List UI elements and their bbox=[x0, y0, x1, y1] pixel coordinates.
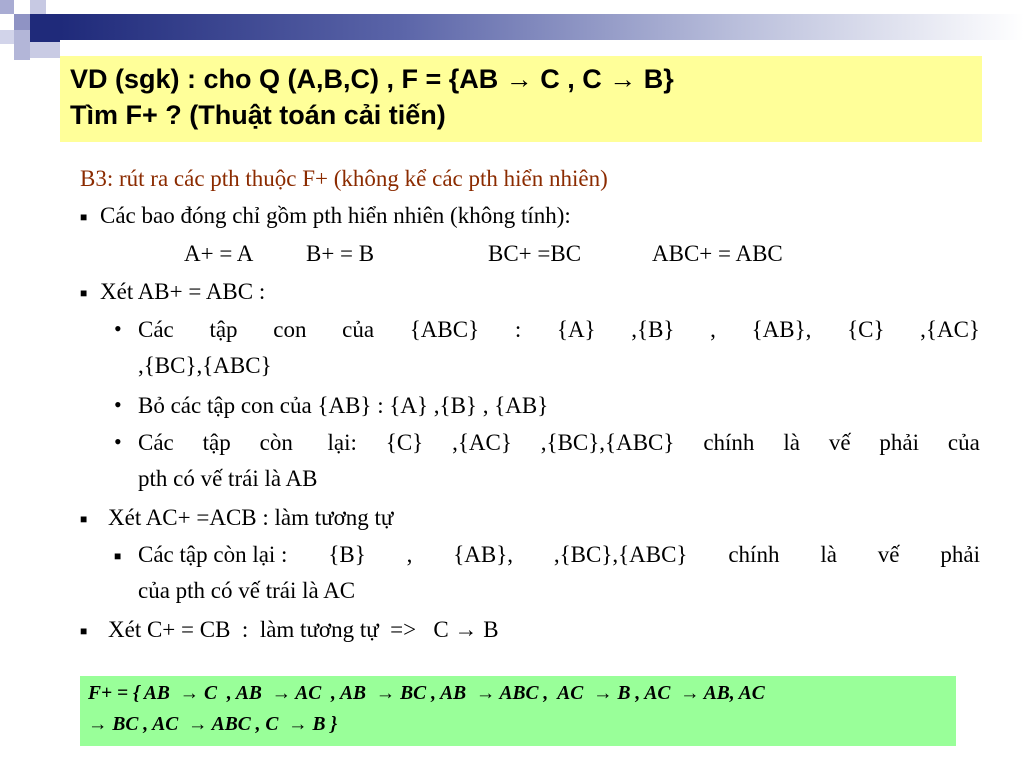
remaining-ab-line-2: pth có vế trái là AB bbox=[138, 466, 318, 491]
word: con bbox=[273, 317, 307, 342]
word: {B} bbox=[328, 542, 366, 567]
word: của bbox=[342, 317, 375, 342]
step-heading: B3: rút ra các pth thuộc F+ (không kể các pth hiển nhiên) bbox=[80, 166, 608, 191]
word: {C} bbox=[847, 317, 885, 342]
word: {AB}, bbox=[453, 542, 513, 567]
word: là bbox=[783, 430, 800, 455]
subsets-abc-line-2: ,{BC},{ABC} bbox=[138, 353, 272, 378]
word: của bbox=[947, 430, 980, 455]
remaining-ac-line-2: của pth có vế trái là AC bbox=[138, 578, 356, 603]
word: phải bbox=[879, 430, 920, 455]
word: vế bbox=[877, 542, 900, 567]
dot-bullet-icon: • bbox=[114, 429, 122, 454]
square-bullet-icon: ■ bbox=[80, 624, 88, 638]
remaining-ab-line-1 bbox=[138, 430, 980, 456]
closure-a: A+ = A bbox=[184, 241, 254, 266]
word: ,{AC} bbox=[452, 430, 512, 455]
dot-bullet-icon: • bbox=[114, 392, 122, 417]
word: {ABC} bbox=[409, 317, 480, 342]
decor-square bbox=[30, 0, 46, 14]
decor-square bbox=[30, 14, 60, 42]
closure-bc: BC+ =BC bbox=[488, 241, 582, 266]
remaining-ac-line-1 bbox=[138, 542, 980, 568]
word: , bbox=[406, 542, 413, 567]
word: phải bbox=[940, 542, 980, 567]
word: còn bbox=[259, 430, 293, 455]
decor-square bbox=[30, 42, 60, 58]
word: ,{BC},{ABC} bbox=[553, 542, 688, 567]
word: là bbox=[820, 542, 837, 567]
word: tập bbox=[209, 317, 238, 342]
result-line-2: → BC , AC → ABC , C → B } bbox=[88, 714, 338, 735]
dot-bullet-icon: • bbox=[114, 316, 122, 341]
closures-intro: Các bao đóng chỉ gồm pth hiển nhiên (không tính): bbox=[100, 203, 571, 228]
slide-title-box bbox=[60, 56, 982, 142]
result-line-1: F+ = { AB → C , AB → AC , AB → BC , AB → ABC , AC → B , AC → AB, AC bbox=[88, 683, 765, 704]
square-bullet-icon: ■ bbox=[114, 549, 122, 563]
slide-title-line-2: Tìm F+ ? (Thuật toán cải tiến) bbox=[70, 100, 446, 130]
square-bullet-icon: ■ bbox=[80, 512, 88, 526]
decor-square bbox=[14, 30, 30, 60]
word: {AB}, bbox=[751, 317, 812, 342]
closure-abc: ABC+ = ABC bbox=[652, 241, 783, 266]
subsets-abc-line-1 bbox=[138, 317, 980, 343]
consider-c: Xét C+ = CB : làm tương tự => C → B bbox=[108, 617, 499, 642]
result-box bbox=[80, 676, 956, 746]
header-gradient-bar bbox=[60, 14, 1024, 40]
square-bullet-icon: ■ bbox=[80, 286, 88, 300]
consider-ac: Xét AC+ =ACB : làm tương tự bbox=[108, 505, 394, 530]
word: Các bbox=[138, 430, 174, 455]
word: ,{B} bbox=[631, 317, 675, 342]
word: Các tập còn lại : bbox=[138, 542, 288, 567]
decor-square bbox=[0, 30, 14, 44]
word: vế bbox=[828, 430, 851, 455]
word: {C} bbox=[385, 430, 424, 455]
decor-square bbox=[0, 0, 14, 14]
word: Các bbox=[138, 317, 174, 342]
word: chính bbox=[728, 542, 780, 567]
consider-ab: Xét AB+ = ABC : bbox=[100, 279, 266, 304]
word: , bbox=[710, 317, 716, 342]
slide-title-line-1: VD (sgk) : cho Q (A,B,C) , F = {AB → C , C → B} bbox=[70, 64, 674, 94]
word: ,{AC} bbox=[920, 317, 980, 342]
word: ,{BC},{ABC} bbox=[540, 430, 675, 455]
word: : bbox=[514, 317, 522, 342]
decor-square bbox=[14, 0, 30, 14]
word: {A} bbox=[556, 317, 596, 342]
word: lại: bbox=[321, 430, 357, 455]
word: tập bbox=[202, 430, 231, 455]
closure-b: B+ = B bbox=[306, 241, 375, 266]
remove-ab: Bỏ các tập con của {AB} : {A} ,{B} , {AB} bbox=[138, 393, 549, 418]
square-bullet-icon: ■ bbox=[80, 210, 88, 224]
word: chính bbox=[703, 430, 755, 455]
decor-square bbox=[14, 14, 30, 30]
